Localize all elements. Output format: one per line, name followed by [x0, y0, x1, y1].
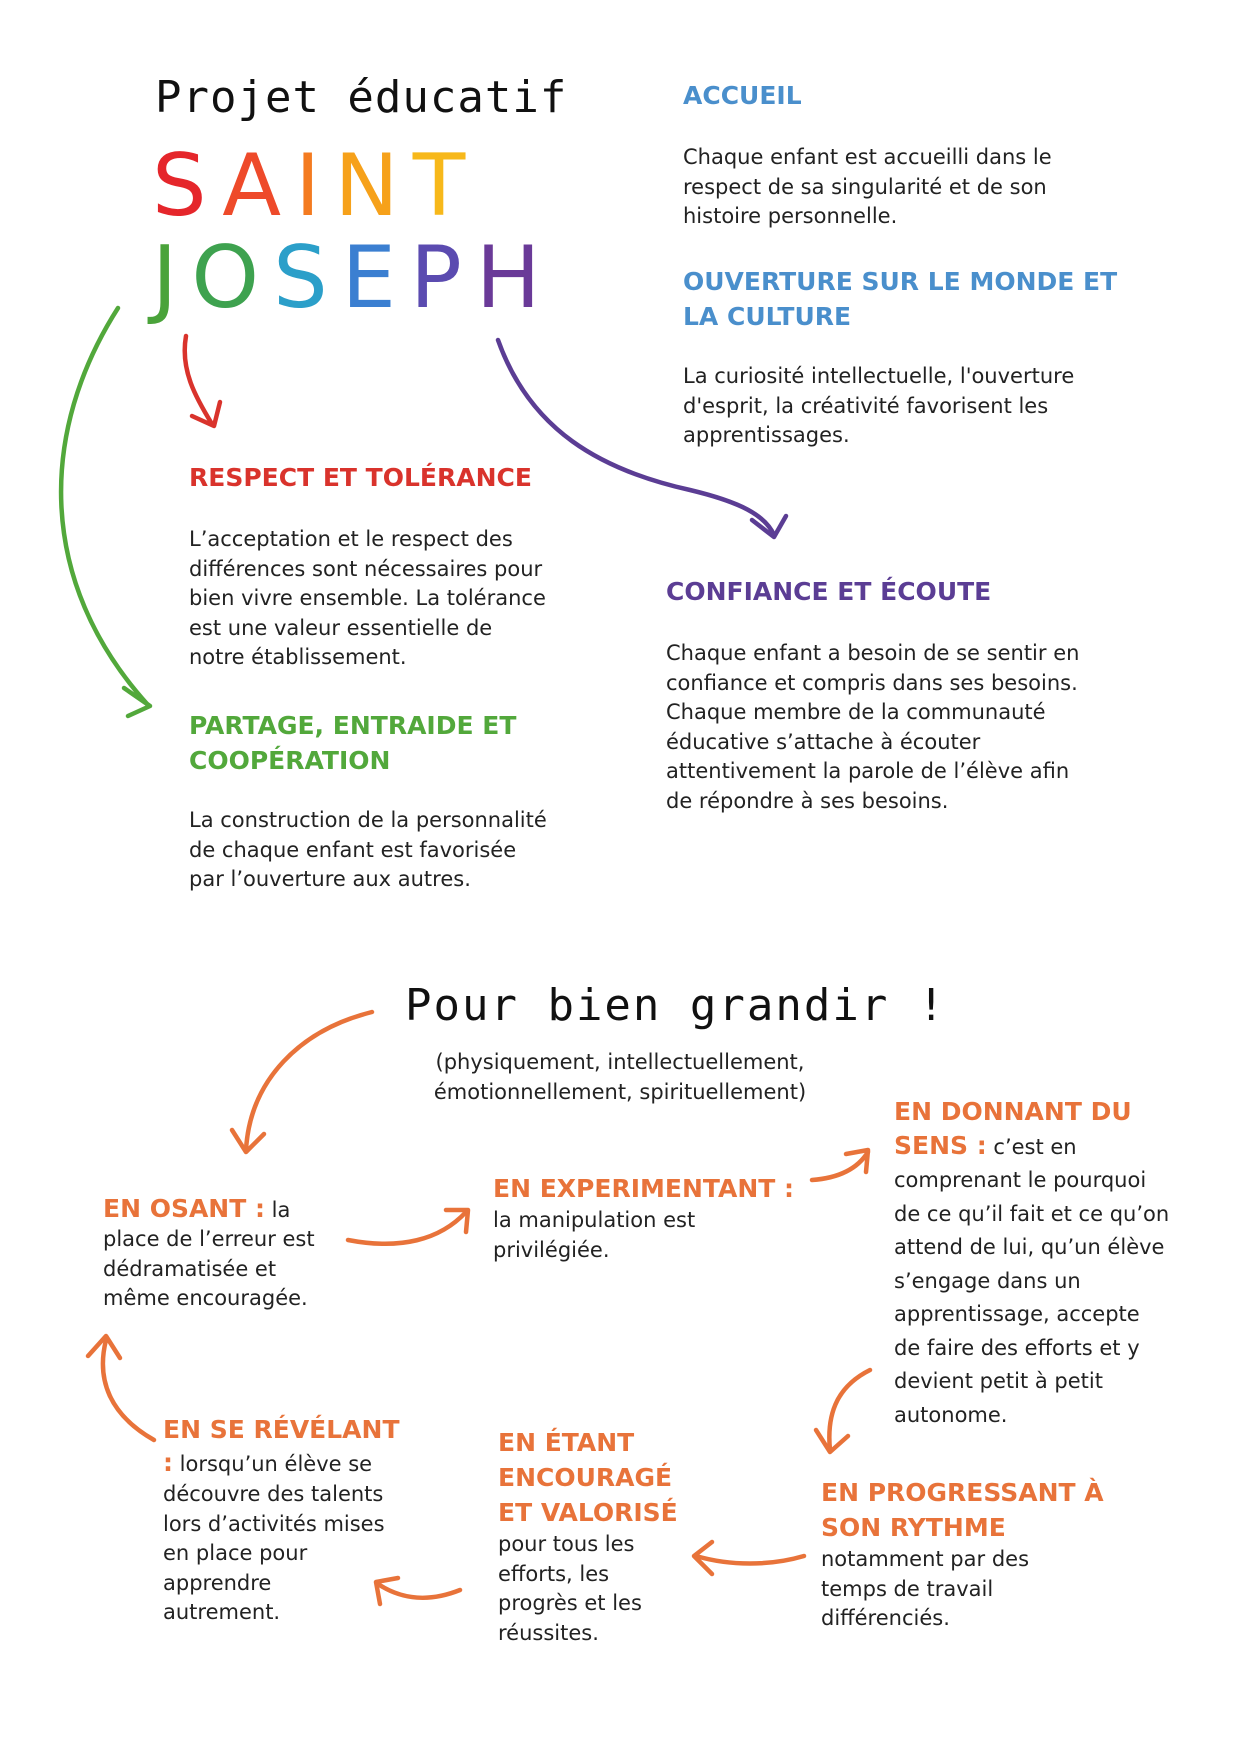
step-heading: : [163, 1448, 173, 1477]
subtitle-note [410, 1048, 830, 1107]
text-line: apprendre [163, 1570, 272, 1595]
title-joseph [152, 228, 555, 328]
section-ouverture [683, 264, 1203, 451]
step-heading: EN SE RÉVÉLANT [163, 1415, 400, 1444]
text-line: lorsqu’un élève se [173, 1452, 373, 1476]
step-encourage [498, 1425, 738, 1648]
text-line: de ce qu’il fait et ce qu’on [894, 1201, 1170, 1226]
section-heading: COOPÉRATION [189, 746, 391, 775]
title-letter: I [295, 136, 335, 236]
title-letter: S [273, 228, 342, 328]
step-heading: EN DONNANT DU [894, 1097, 1132, 1126]
step-heading: SON RYTHME [821, 1513, 1006, 1542]
text-line: La construction de la personnalité [189, 808, 547, 832]
green-arrow [61, 308, 148, 705]
text-line: dédramatisée et [103, 1256, 277, 1281]
title-letter: H [475, 228, 555, 328]
text-line: (physiquement, intellectuellement, [435, 1050, 805, 1074]
text-line: autrement. [163, 1600, 281, 1624]
text-line: différences sont nécessaires pour [189, 556, 543, 581]
text-line: de chaque enfant est favorisée [189, 837, 517, 862]
title-saint [152, 136, 480, 236]
orange-arrow [103, 1340, 154, 1440]
text-line: devient petit à petit [894, 1369, 1103, 1393]
text-line: progrès et les [498, 1591, 642, 1615]
section-partage [189, 708, 629, 895]
purple-arrowhead [752, 516, 786, 537]
text-line: histoire personnelle. [683, 204, 898, 228]
text-line: L’acceptation et le respect des [189, 527, 513, 551]
title-letter: O [191, 228, 274, 328]
text-line: émotionnellement, spirituellement) [433, 1079, 807, 1104]
text-line: pour tous les [498, 1532, 635, 1556]
text-line: notre établissement. [189, 645, 407, 669]
title-letter: J [152, 228, 192, 328]
orange-arrow [812, 1152, 868, 1180]
text-line: confiance et compris dans ses besoins. [666, 670, 1078, 695]
section-heading: RESPECT ET TOLÉRANCE [189, 463, 532, 492]
step-experimentant [493, 1171, 813, 1265]
step-heading: SENS : [894, 1131, 987, 1160]
green-arrowhead [124, 688, 150, 716]
text-line: la [265, 1198, 291, 1222]
step-heading: EN EXPERIMENTANT : [493, 1174, 795, 1203]
text-line: place de l’erreur est [103, 1227, 315, 1251]
text-line: privilégiée. [493, 1237, 610, 1262]
orange-arrow [246, 1012, 372, 1150]
step-heading: EN PROGRESSANT À [821, 1478, 1104, 1507]
title-letter: S [152, 136, 223, 236]
orange-arrowhead [816, 1430, 848, 1452]
text-line: s’engage dans un [894, 1268, 1081, 1293]
red-arrowhead [192, 402, 220, 426]
section-confiance [666, 574, 1206, 816]
section-heading: ACCUEIL [683, 81, 802, 110]
subtitle-script: Pour bien grandir ! [405, 980, 947, 1031]
text-line: bien vivre ensemble. La tolérance [189, 586, 546, 610]
title-letter: T [412, 136, 480, 236]
section-heading: CONFIANCE ET ÉCOUTE [666, 577, 992, 606]
section-accueil [683, 78, 1183, 232]
text-line: temps de travail [821, 1576, 994, 1601]
title-letter: E [341, 228, 411, 328]
text-line: c’est en [986, 1135, 1077, 1159]
section-respect [189, 460, 629, 673]
orange-arrowhead [446, 1210, 468, 1232]
section-heading: LA CULTURE [683, 302, 852, 331]
text-line: Chaque enfant est accueilli dans le [683, 145, 1052, 169]
orange-arrowhead [232, 1130, 264, 1152]
page-title-script: Projet éducatif [155, 72, 568, 123]
text-line: réussites. [498, 1620, 599, 1645]
red-arrow [185, 336, 212, 424]
step-heading: EN OSANT : [103, 1194, 265, 1223]
text-line: lors d’activités mises [163, 1511, 385, 1536]
text-line: notamment par des [821, 1547, 1030, 1571]
section-heading: OUVERTURE SUR LE MONDE ET [683, 267, 1118, 296]
step-revelant [163, 1412, 423, 1628]
text-line: même encouragée. [103, 1286, 308, 1310]
text-line: apprentissage, accepte [894, 1302, 1140, 1326]
title-letter: N [334, 136, 413, 236]
orange-arrow [829, 1370, 870, 1450]
text-line: de répondre à ses besoins. [666, 788, 949, 813]
text-line: par l’ouverture aux autres. [189, 867, 471, 891]
text-line: efforts, les [498, 1561, 610, 1586]
title-letter: P [410, 228, 476, 328]
text-line: la manipulation est [493, 1208, 696, 1232]
text-line: de faire des efforts et y [894, 1335, 1140, 1360]
step-heading: ENCOURAGÉ [498, 1463, 673, 1492]
text-line: Chaque enfant a besoin de se sentir en [666, 641, 1080, 665]
orange-arrowhead [846, 1150, 868, 1172]
step-heading: ET VALORISÉ [498, 1498, 678, 1527]
step-heading: EN ÉTANT [498, 1428, 635, 1457]
text-line: apprentissages. [683, 423, 850, 447]
text-line: attentivement la parole de l’élève afin [666, 759, 1070, 783]
title-letter: A [222, 136, 296, 236]
text-line: éducative s’attache à écouter [666, 729, 981, 754]
text-line: respect de sa singularité et de son [683, 174, 1047, 199]
section-heading: PARTAGE, ENTRAIDE ET [189, 711, 517, 740]
step-progressant [821, 1475, 1161, 1634]
text-line: comprenant le pourquoi [894, 1168, 1147, 1192]
text-line: Chaque membre de la communauté [666, 700, 1046, 724]
orange-arrow [348, 1212, 466, 1244]
text-line: est une valeur essentielle de [189, 615, 493, 640]
step-osant [103, 1194, 363, 1314]
text-line: autonome. [894, 1402, 1008, 1427]
text-line: d'esprit, la créativité favorisent les [683, 393, 1049, 418]
text-line: La curiosité intellectuelle, l'ouverture [683, 364, 1075, 388]
step-donnant [894, 1094, 1204, 1432]
orange-arrowhead [88, 1336, 120, 1358]
text-line: découvre des talents [163, 1482, 384, 1506]
text-line: différenciés. [821, 1606, 950, 1630]
text-line: attend de lui, qu’un élève [894, 1235, 1165, 1259]
text-line: en place pour [163, 1541, 308, 1565]
